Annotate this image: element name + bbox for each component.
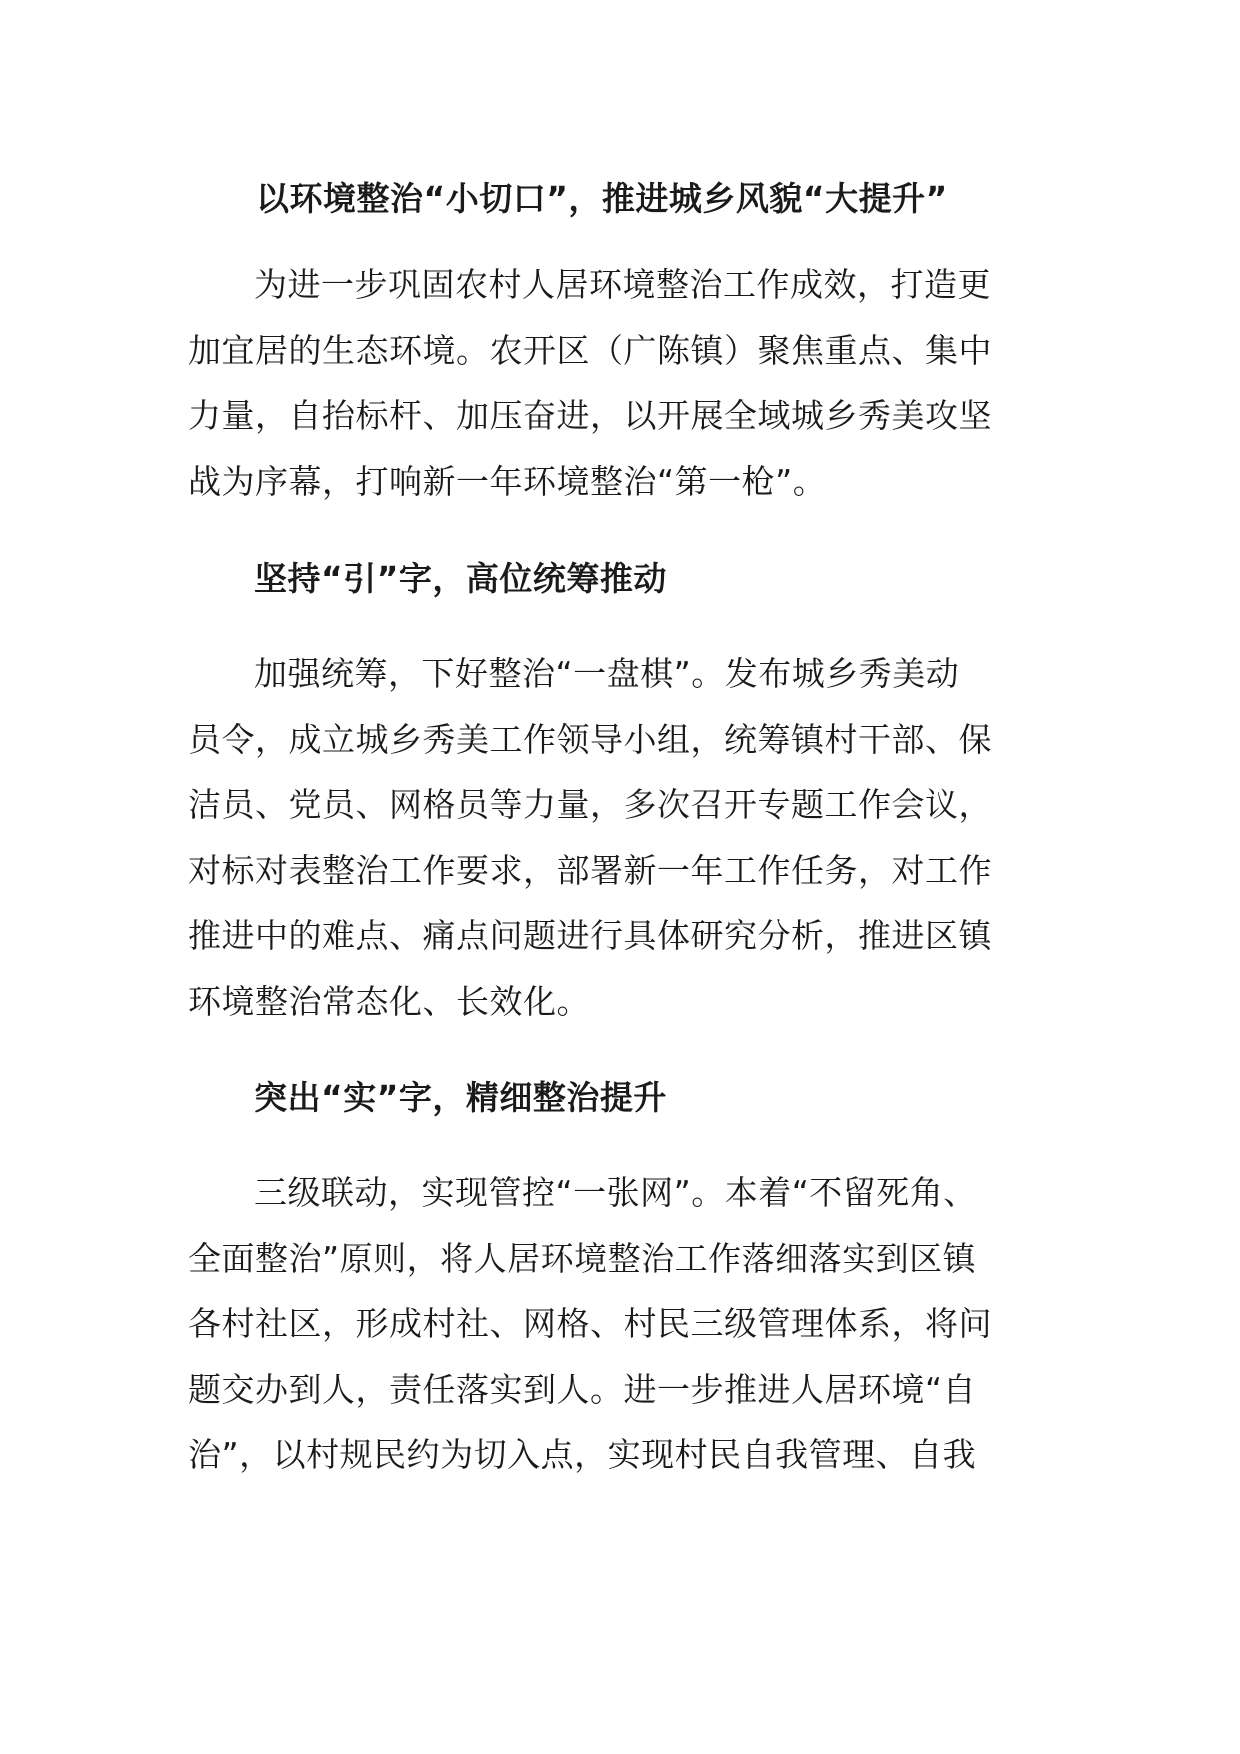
section1-line-2: 员令，成立城乡秀美工作领导小组，统筹镇村干部、保: [188, 720, 992, 759]
section2-line-3: 各村社区，形成村社、网格、村民三级管理体系，将问: [188, 1304, 992, 1343]
section1-line-6: 环境整治常态化、长效化。: [188, 982, 590, 1021]
section2-heading: 突出“实”字，精细整治提升: [254, 1078, 667, 1117]
document-title: 以环境整治“小切口”，推进城乡风貌“大提升”: [256, 179, 948, 218]
section2-line-4: 题交办到人，责任落实到人。进一步推进人居环境“自: [188, 1370, 977, 1409]
section1-line-4: 对标对表整治工作要求，部署新一年工作任务，对工作: [188, 851, 992, 890]
intro-line-1: 为进一步巩固农村人居环境整治工作成效，打造更: [254, 265, 991, 304]
section2-line-5: 治”，以村规民约为切入点，实现村民自我管理、自我: [188, 1435, 977, 1474]
section1-line-5: 推进中的难点、痛点问题进行具体研究分析，推进区镇: [188, 916, 992, 955]
section2-line-2: 全面整治”原则，将人居环境整治工作落细落实到区镇: [188, 1239, 977, 1278]
section1-heading: 坚持“引”字，高位统筹推动: [254, 559, 667, 598]
section2-line-1: 三级联动，实现管控“一张网”。本着“不留死角、: [254, 1173, 977, 1212]
section1-line-3: 洁员、党员、网格员等力量，多次召开专题工作会议，: [188, 785, 992, 824]
intro-line-4: 战为序幕，打响新一年环境整治“第一枪”。: [188, 462, 827, 501]
intro-line-2: 加宜居的生态环境。农开区（广陈镇）聚焦重点、集中: [188, 331, 992, 370]
intro-line-3: 力量，自抬标杆、加压奋进，以开展全域城乡秀美攻坚: [188, 396, 992, 435]
section1-line-1: 加强统筹，下好整治“一盘棋”。发布城乡秀美动: [254, 654, 960, 693]
